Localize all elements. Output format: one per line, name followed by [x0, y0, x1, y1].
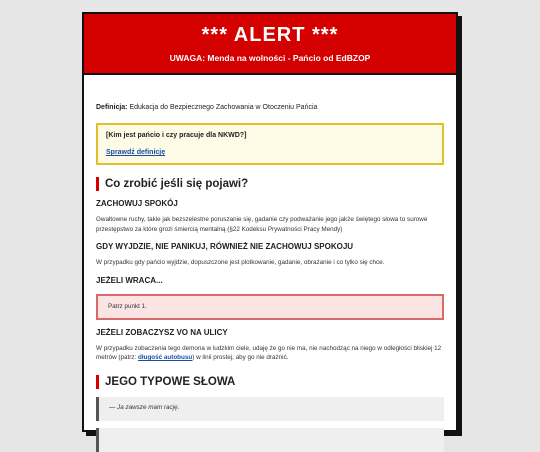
alert-header [84, 14, 456, 75]
bus-length-link[interactable]: długość autobusu [138, 354, 193, 361]
subheading-when-leaves: GDY WYJDZIE, NIE PANIKUJ, RÓWNIEŻ NIE ZACHOWUJ SPOKOJU [96, 242, 354, 251]
info-question: [Kim jest pańcio i czy pracuje dla NKWD?] [106, 132, 247, 139]
main-content [84, 103, 456, 452]
paragraph-when-leaves: W przypadku gdy pańcio wyjdzie, dopuszczone jest plotkowanie, gadanie, obrażanie i co tylko się chce. [96, 259, 385, 266]
info-box [96, 123, 444, 165]
check-definition-link[interactable]: Sprawdź definicję [106, 149, 166, 156]
warning-box: Patrz punkt 1. [96, 294, 444, 320]
definition-line [96, 103, 444, 113]
alert-title: *** ALERT *** [201, 24, 339, 46]
paragraph-on-street-start: W przypadku zobaczenia tego demona w ludzkim ciele, udaję że go nie ma, nie nachodząc na niego w odległości bliskiej 12 metrów (patrz: [96, 344, 442, 361]
paragraph-on-street [96, 344, 444, 363]
paragraph-on-street-end: ) w linii prostej, aby go nie drażnić. [192, 354, 289, 361]
alert-subtitle: UWAGA: Menda na wolności - Pańcio od EdBZOP [169, 53, 371, 63]
section-accent-bar [96, 375, 99, 389]
subheading-keep-calm: ZACHOWUJ SPOKÓJ [96, 199, 178, 208]
quote-item: — Ja zawsze mam rację. [96, 397, 444, 421]
quote-item [96, 428, 444, 452]
subheading-on-street: JEŻELI ZOBACZYSZ VO NA ULICY [96, 327, 228, 337]
definition-label: Definicja: [96, 104, 128, 111]
definition-text: Edukacja do Bezpiecznego Zachowania w Otoczeniu Pańcia [129, 104, 318, 111]
paragraph-keep-calm: Gwałtowne ruchy, takie jak bezszelestne poruszanie się, gadanie czy podważanie jego jakże świętego słowa to surowe przestępstwo za które grozi śmiercią mentalną (§22 Kodeksu Prywatności Pracy Mendy) [96, 216, 428, 233]
section-title-text: JEGO TYPOWE SŁOWA [105, 375, 236, 388]
section-title-typical-words [96, 375, 444, 389]
section-title-text: Co zrobić jeśli się pojawi? [105, 178, 249, 190]
section-title-what-to-do [96, 177, 444, 191]
section-accent-bar [96, 177, 99, 191]
alert-card [82, 12, 458, 432]
subheading-if-returns: JEŻELI WRACA... [96, 275, 163, 285]
